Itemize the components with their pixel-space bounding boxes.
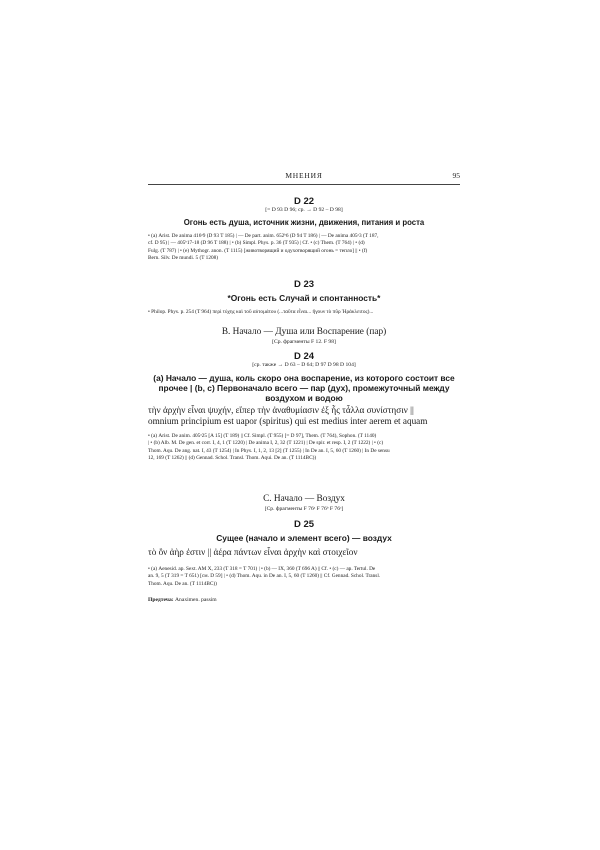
greek-quote: τὴν ἀρχὴν εἶναι ψυχήν, εἴπερ τὴν ἀναθυμίασιν ἐξ ἧς τἆλλα συνίστησιν || xyxy=(148,405,414,415)
d24-title-line: воздухом и водою xyxy=(265,393,343,403)
d22-source-line: • (а) Arist. De anima 416ᵃ9 (D 93 T 185) | — De part. anim. 652ᵇ6 (D 94 T 186) | — De anima 405ᵃ3 (T 187, xyxy=(148,233,379,239)
header-rule xyxy=(148,184,460,185)
d25-title: Сущее (начало и элемент всего) — воздух xyxy=(216,533,392,543)
latin-quote: omnium principium est uapor (spiritus) qui est medius inter aerem et aquam xyxy=(148,416,428,426)
d24-source-line: 12, 169 (T 1262) || (d) Gennad. Schol. Transl. Thom. Aqui. De an. (T 1114BC)) xyxy=(148,455,317,462)
d22-refs: [= D 93 D 96; ср. → D 92 – D 98] xyxy=(265,207,343,213)
d23-label: D 23 xyxy=(293,279,315,290)
running-header xyxy=(148,171,460,183)
book-page xyxy=(148,0,460,850)
d24-label: D 24 xyxy=(293,351,315,362)
d22-source-line: cf. D 95) | — 405ᵇ17-18 (D 96 T 188) | • (b) Simpl. Phys. p. 36 (T 935) | Cf. • (c) Them. (T 764) | • (d) xyxy=(148,240,365,247)
d25-source-line: • (а) Aenesid. ap. Sext. AM X, 233 (T 318 = T 701) | • (b) — IX, 360 (T 696 A) || Cf. • (c) — ap. Tertul. De xyxy=(148,566,376,572)
greek-quote: τὸ ὂν ἀὴρ ἐστιν || ἀέρα πάντων εἶναι ἀρχὴν καὶ στοιχεῖον xyxy=(148,547,358,557)
d22-source-line: Fulg. (T 787) | • (e) Mythogr. anon. (T 1115) [животворящий и одухотворящий огонь = тепло] || • (f) xyxy=(148,247,368,254)
running-head-title: МНЕНИЯ xyxy=(285,171,323,180)
d24-source-line: | • (b) Alb. M. De gen. et corr. I, 4, 1 (T 1220) | De anima I, 2, 32 (T 1221) | De spir. et resp. I, 2 (T 1222) | • (c) xyxy=(148,440,384,447)
d25-label: D 25 xyxy=(293,519,315,530)
d23-source: • Philop. Phys. p. 254 (T 964) περὶ τύχης καὶ τοῦ αὐτομάτου (...ταῦτα εἶναι... ἤγουν τὸ πῦρ Ἡράκλειτος)... xyxy=(148,309,374,315)
d25-predecessor xyxy=(148,597,460,604)
d24-refs: [ср. также → D 63 – D 64; D 97 D 98 D 104] xyxy=(252,362,356,368)
d22-label: D 22 xyxy=(293,196,315,207)
d25-quote xyxy=(148,547,460,558)
d24-title-line: прочее | (b, c) Первоначало всего — пар (дух), промежуточный между xyxy=(158,383,450,393)
d25-source-line: Thom. Aqu. De an. (T 1114BC)) xyxy=(148,580,217,587)
section-b-refs: [Ср. фрагменты F 12. F 98] xyxy=(272,339,336,345)
page-number: 95 xyxy=(452,171,460,180)
d24-source-line: Thom. Aqu. De ang. nat. I, 43 (T 1254) | In Phys. I, 1, 2, 13 [2] (T 1255) | In De an. I, 5, 60 (T 1260) | In De sensu xyxy=(148,447,390,454)
section-c-refs: [Ср. фрагменты F 76ᵃ F 76ᵇ F 76ᶜ] xyxy=(264,506,344,512)
d22-sources xyxy=(148,233,460,263)
section-b-heading: B. Начало — Душа или Воспарение (пар) xyxy=(221,327,387,337)
d23-title: *Огонь есть Случай и спонтанность* xyxy=(227,293,381,303)
d24-source-line: • (а) Arist. De anim. 405ᵃ25 [A 15] (T 189) || Cf. Simpl. (T 955) [= D 97], Them. (T 764), Sophon. (T 1140) xyxy=(148,433,377,439)
d24-title-line: (а) Начало — душа, коль скоро она воспарение, из которого состоит все xyxy=(153,373,455,383)
section-c-heading: C. Начало — Воздух xyxy=(263,494,345,504)
d24-title xyxy=(148,373,460,403)
d24-sources xyxy=(148,433,460,463)
d24-quote xyxy=(148,405,460,427)
d22-title: Огонь есть душа, источник жизни, движения, питания и роста xyxy=(183,218,425,227)
d22-source-line: Bern. Silv. De mundi. 5 (T 1208) xyxy=(148,255,219,262)
predecessor-label: Предтеча: xyxy=(148,597,174,603)
predecessor-text: Anaximen. passim xyxy=(175,597,217,603)
d25-source-line: an. 9, 5 (T 319 = T 651) [см. D 59] | • (d) Thom. Aqu. in De an. I, 5, 60 (T 1260) || Cf. Gennad. Schol. Transl. xyxy=(148,573,381,580)
d25-sources xyxy=(148,566,460,588)
